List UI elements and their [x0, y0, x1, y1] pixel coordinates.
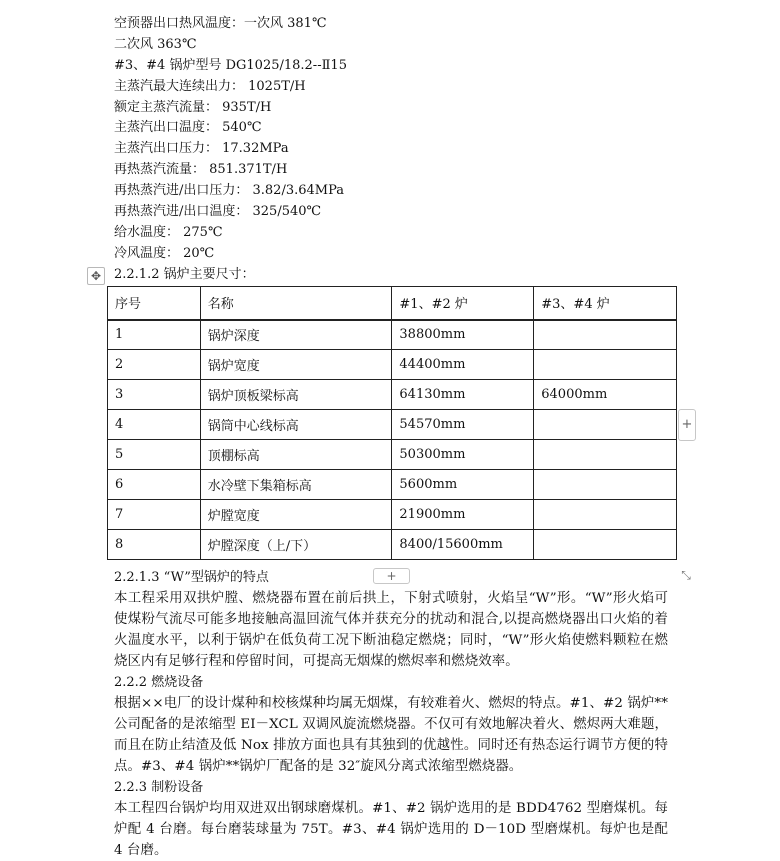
section-heading-burner: 2.2.2 燃烧设备	[114, 675, 204, 690]
paragraph-mill: 本工程四台锅炉均用双进双出钢球磨煤机。#1、#2 锅炉选用的是 BDD4762 型磨煤机。每炉配 4 台磨。每台磨装球量为 75T。#3、#4 锅炉选用的 D－10D 型磨煤机。每炉也是配 4 台磨。	[114, 801, 668, 858]
cell-no: 8	[108, 530, 201, 560]
cell-name: 锅炉顶板梁标高	[200, 380, 392, 410]
parameter-line: 额定主蒸汽流量： 935T/H	[114, 99, 272, 115]
header-name: 名称	[200, 287, 392, 320]
cell-unit34: 64000mm	[534, 380, 677, 410]
cell-no: 2	[108, 350, 201, 380]
parameter-line: 再热蒸汽流量： 851.371T/H	[114, 162, 288, 178]
cell-no: 6	[108, 470, 201, 500]
boiler-dimensions-table	[107, 286, 677, 560]
parameter-line: 再热蒸汽进/出口温度： 325/540℃	[114, 204, 322, 220]
parameter-line: 空预器出口热风温度：一次风 381℃	[114, 16, 327, 31]
cell-no: 4	[108, 410, 201, 440]
table-row	[108, 410, 677, 440]
cell-no: 1	[108, 320, 201, 350]
cell-no: 5	[108, 440, 201, 470]
header-unit34: #3、#4 炉	[534, 287, 677, 320]
cell-unit12: 5600mm	[392, 470, 534, 500]
cell-name: 炉膛深度（上/下）	[200, 530, 392, 560]
section-heading-mill: 2.2.3 制粉设备	[114, 780, 204, 795]
parameter-line: #3、#4 锅炉型号 DG1025/18.2--Ⅱ15	[114, 57, 347, 73]
cell-name: 炉膛宽度	[200, 500, 392, 530]
cell-unit12: 38800mm	[392, 320, 534, 350]
cell-name: 锅炉宽度	[200, 350, 392, 380]
parameter-line: 主蒸汽出口温度： 540℃	[114, 120, 262, 136]
paragraph-w-boiler: 本工程采用双拱炉膛、燃烧器布置在前后拱上，下射式喷射，火焰呈“W”形。“W”形火焰可使煤粉气流尽可能多地接触高温回流气体并获充分的扰动和混合,以提高燃烧器出口火焰的着火温度水平，以利于锅炉在低负荷工况下断油稳定燃烧；同时，“W”形火焰使燃料颗粒在燃烧区内有足够行程和停留时间，可提高无烟煤的燃烬率和燃烧效率。	[114, 591, 668, 669]
cell-unit34	[534, 410, 677, 440]
parameter-line: 2.2.1.2 锅炉主要尺寸：	[114, 266, 255, 282]
section-heading-w-boiler: 2.2.1.3 “W”型锅炉的特点	[114, 570, 269, 585]
cell-unit34	[534, 470, 677, 500]
parameter-line: 主蒸汽出口压力： 17.32MPa	[114, 141, 289, 157]
header-unit12: #1、#2 炉	[392, 287, 534, 320]
cell-name: 锅筒中心线标高	[200, 410, 392, 440]
table-move-handle-icon[interactable]: ✥	[87, 267, 105, 285]
table-resize-handle-icon[interactable]: ⤡	[681, 568, 691, 582]
table-row	[108, 530, 677, 560]
parameter-line: 再热蒸汽进/出口压力： 3.82/3.64MPa	[114, 183, 345, 199]
table-header-row	[108, 287, 677, 320]
cell-unit12: 44400mm	[392, 350, 534, 380]
add-row-button[interactable]: +	[373, 568, 410, 584]
body-text	[114, 567, 668, 861]
paragraph-burner: 根据××电厂的设计煤种和校核煤种均属无烟煤，有较难着火、燃烬的特点。#1、#2 锅炉**公司配备的是浓缩型 EI－XCL 双调风旋流燃烧器。不仅可有效地解决着火、燃烬两大难题，而且在防止结渣及低 Nox 排放方面也具有其独到的优越性。同时还有热态运行调节方便的特点。#3、#4 锅炉**锅炉厂配备的是 32″旋风分离式浓缩型燃烧器。	[114, 696, 668, 774]
cell-unit34	[534, 440, 677, 470]
cell-unit12: 64130mm	[392, 380, 534, 410]
parameter-line: 二次风 363℃	[114, 36, 197, 52]
parameter-line: 给水温度： 275℃	[114, 224, 223, 240]
cell-unit12: 50300mm	[392, 440, 534, 470]
parameter-lines	[114, 14, 347, 286]
cell-unit34	[534, 500, 677, 530]
table-row	[108, 470, 677, 500]
cell-unit34	[534, 530, 677, 560]
table-row	[108, 440, 677, 470]
cell-name: 锅炉深度	[200, 320, 392, 350]
table-row	[108, 500, 677, 530]
cell-unit12: 54570mm	[392, 410, 534, 440]
cell-no: 7	[108, 500, 201, 530]
parameter-line: 冷风温度： 20℃	[114, 245, 215, 261]
table-row	[108, 320, 677, 350]
cell-unit34	[534, 350, 677, 380]
cell-name: 顶棚标高	[200, 440, 392, 470]
cell-unit12: 8400/15600mm	[392, 530, 534, 560]
cell-name: 水冷壁下集箱标高	[200, 470, 392, 500]
add-column-button[interactable]: +	[678, 409, 696, 441]
cell-unit12: 21900mm	[392, 500, 534, 530]
table-row	[108, 380, 677, 410]
cell-unit34	[534, 320, 677, 350]
header-no: 序号	[108, 287, 201, 320]
table-row	[108, 350, 677, 380]
parameter-line: 主蒸汽最大连续出力： 1025T/H	[114, 78, 306, 94]
cell-no: 3	[108, 380, 201, 410]
